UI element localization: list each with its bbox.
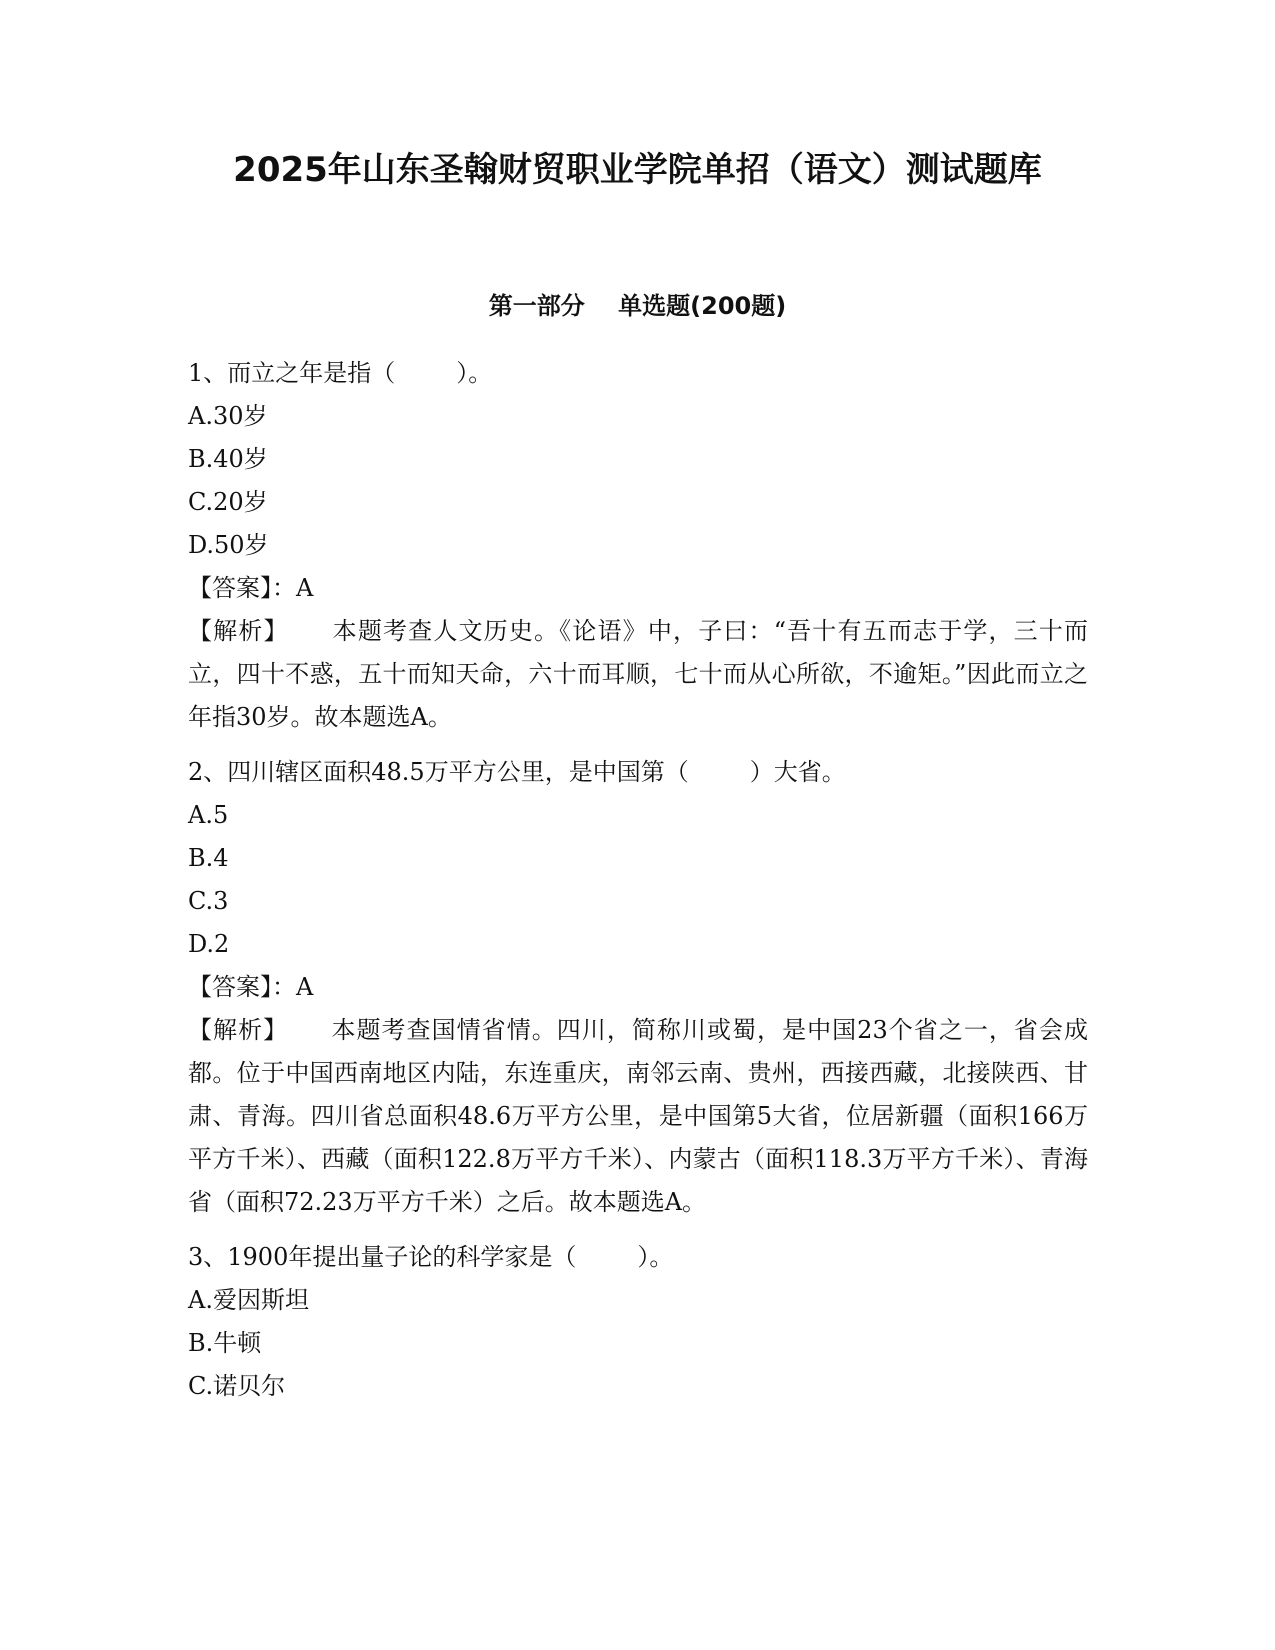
question-stem: 3、1900年提出量子论的科学家是（ ）。 xyxy=(188,1243,674,1271)
option-a: A.30岁 xyxy=(188,402,268,430)
option-b: B.40岁 xyxy=(188,445,268,473)
option-a: A.爱因斯坦 xyxy=(188,1286,309,1314)
option-b: B.4 xyxy=(188,844,229,872)
answer: 【答案】：A xyxy=(188,973,314,1001)
question-2 xyxy=(188,751,1088,1224)
option-c: C.3 xyxy=(188,887,229,915)
question-stem: 1、而立之年是指（ ）。 xyxy=(188,359,493,387)
option-b: B.牛顿 xyxy=(188,1329,262,1357)
option-d: D.50岁 xyxy=(188,531,269,559)
answer: 【答案】：A xyxy=(188,574,314,602)
option-d: D.2 xyxy=(188,930,230,958)
explanation: 【解析】 本题考查人文历史。《论语》中，子曰：“吾十有五而志于学，三十而立，四十不惑，五十而知天命，六十而耳顺，七十而从心所欲，不逾矩。”因此而立之年指30岁。故本题选A。 xyxy=(188,617,1088,731)
question-3 xyxy=(188,1236,1088,1408)
option-a: A.5 xyxy=(188,801,229,829)
question-list xyxy=(188,352,1088,1420)
option-c: C.诺贝尔 xyxy=(188,1372,286,1400)
explanation: 【解析】 本题考查国情省情。四川，简称川或蜀，是中国23个省之一，省会成都。位于中国西南地区内陆，东连重庆，南邻云南、贵州，西接西藏，北接陕西、甘肃、青海。四川省总面积48.6万平方公里，是中国第5大省，位居新疆（面积166万平方千米）、西藏（面积122.8万平方千米）、内蒙古（面积118.3万平方千米）、青海省（面积72.23万平方千米）之后。故本题选A。 xyxy=(188,1016,1088,1216)
document-title: 2025年山东圣翰财贸职业学院单招（语文）测试题库 xyxy=(233,150,1042,190)
question-stem: 2、四川辖区面积48.5万平方公里，是中国第（ ）大省。 xyxy=(188,758,846,786)
section-title: 第一部分 单选题(200题) xyxy=(488,292,787,320)
question-1 xyxy=(188,352,1088,739)
option-c: C.20岁 xyxy=(188,488,268,516)
